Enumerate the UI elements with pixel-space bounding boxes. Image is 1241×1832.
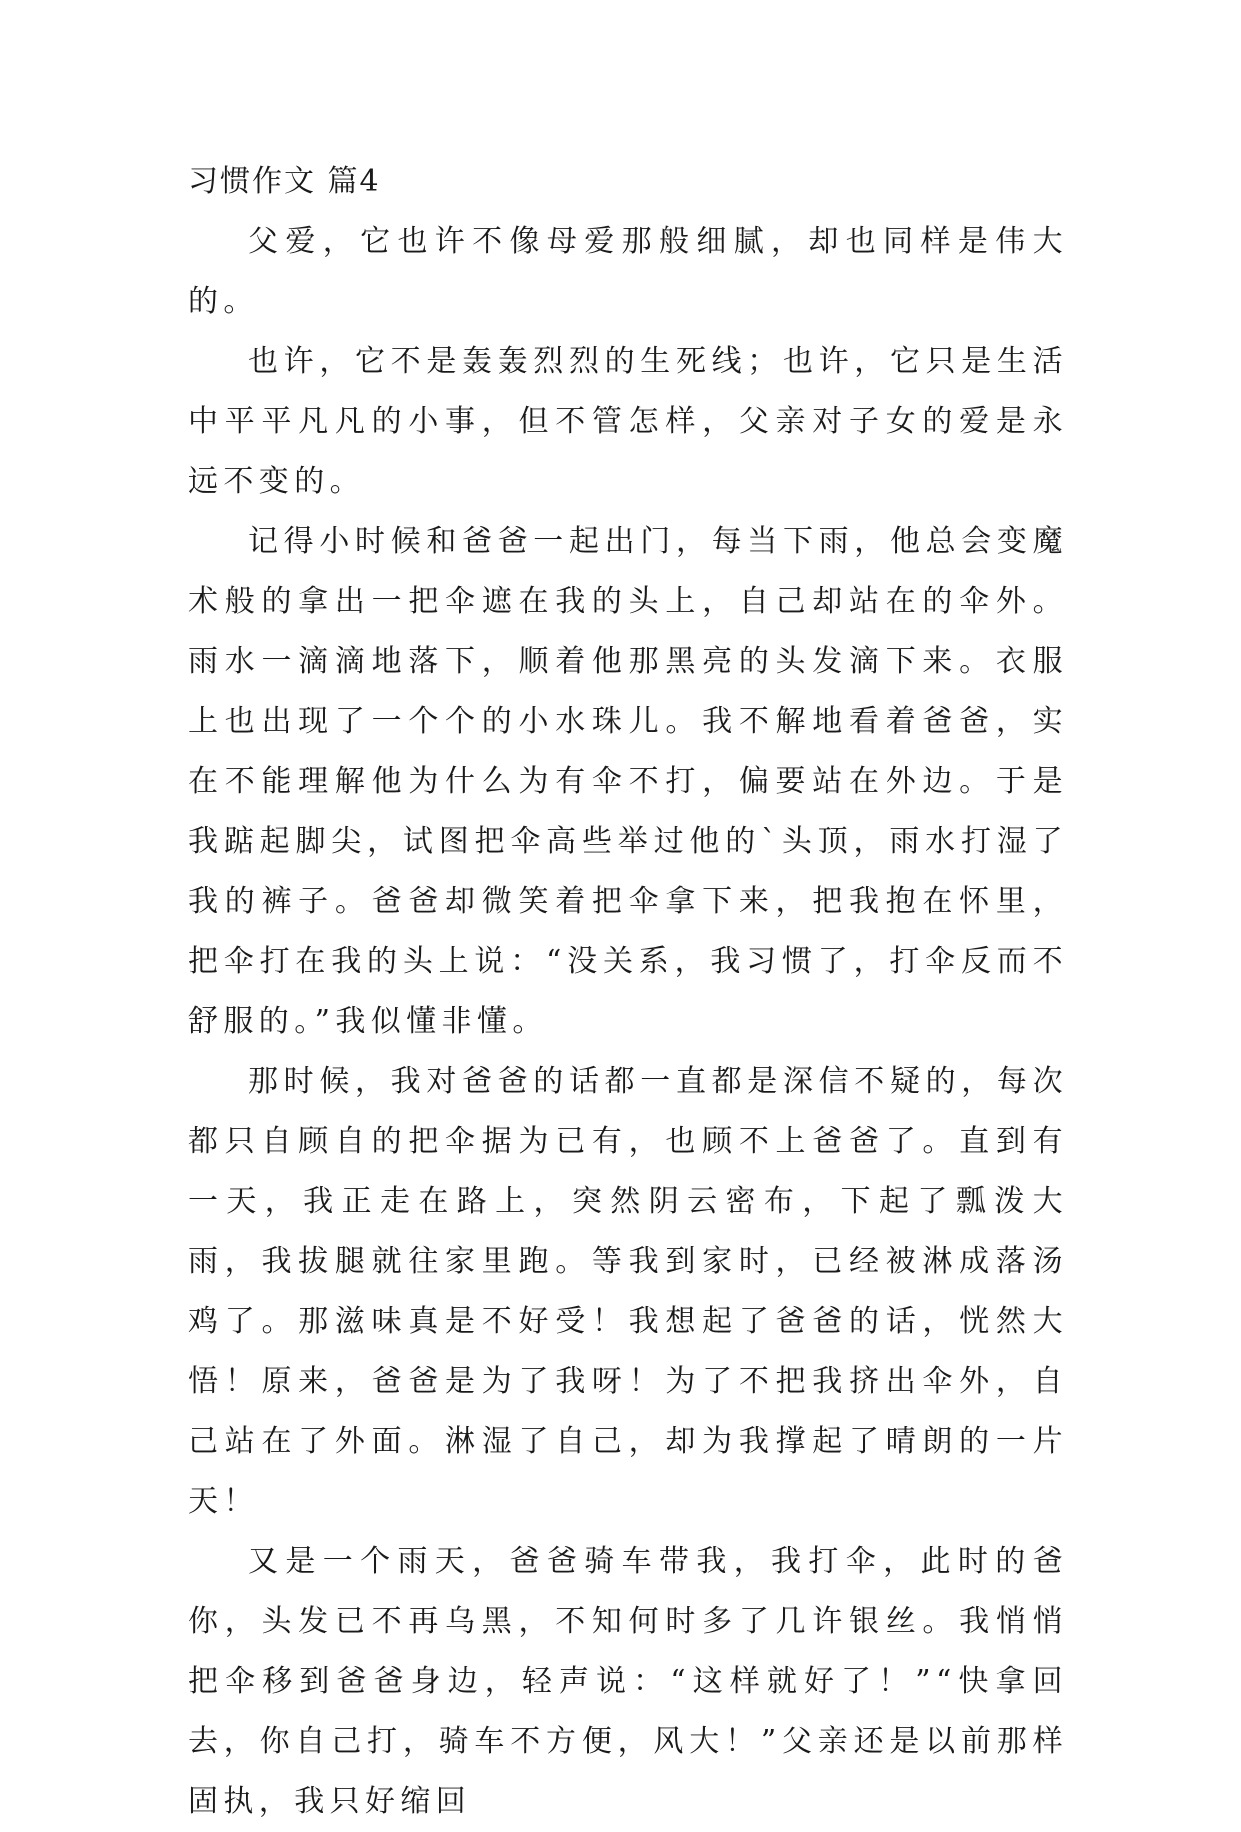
paragraph: 记得小时候和爸爸一起出门，每当下雨，他总会变魔术般的拿出一把伞遮在我的头上，自己却站在的伞外。雨水一滴滴地落下，顺着他那黑亮的头发滴下来。衣服上也出现了一个个的小水珠儿。我不解地看着爸爸，实在不能理解他为什么为有伞不打，偏要站在外边。于是我踮起脚尖，试图把伞高些举过他的`头顶，雨水打湿了我的裤子。爸爸却微笑着把伞拿下来，把我抱在怀里，把伞打在我的头上说：“没关系，我习惯了，打伞反而不舒服的。”我似懂非懂。 <box>188 524 1068 1039</box>
paragraph: 又是一个雨天，爸爸骑车带我，我打伞，此时的爸你，头发已不再乌黑，不知何时多了几许银丝。我悄悄把伞移到爸爸身边，轻声说：“这样就好了！”“快拿回去，你自己打，骑车不方便，风大！”父亲还是以前那样固执，我只好缩回 <box>188 1544 1068 1819</box>
paragraph: 那时候，我对爸爸的话都一直都是深信不疑的，每次都只自顾自的把伞据为已有，也顾不上爸爸了。直到有一天，我正走在路上，突然阴云密布，下起了瓢泼大雨，我拔腿就往家里跑。等我到家时，已经被淋成落汤鸡了。那滋味真是不好受！我想起了爸爸的话，恍然大悟！原来，爸爸是为了我呀！为了不把我挤出伞外，自己站在了外面。淋湿了自己，却为我撑起了晴朗的一片天！ <box>188 1064 1068 1519</box>
essay-body <box>188 212 1068 1832</box>
paragraph: 也许，它不是轰轰烈烈的生死线；也许，它只是生活中平平凡凡的小事，但不管怎样，父亲对子女的爱是永远不变的。 <box>188 344 1068 499</box>
paragraph: 父爱，它也许不像母爱那般细腻，却也同样是伟大的。 <box>188 224 1068 319</box>
essay-title: 习惯作文 篇4 <box>188 164 381 199</box>
